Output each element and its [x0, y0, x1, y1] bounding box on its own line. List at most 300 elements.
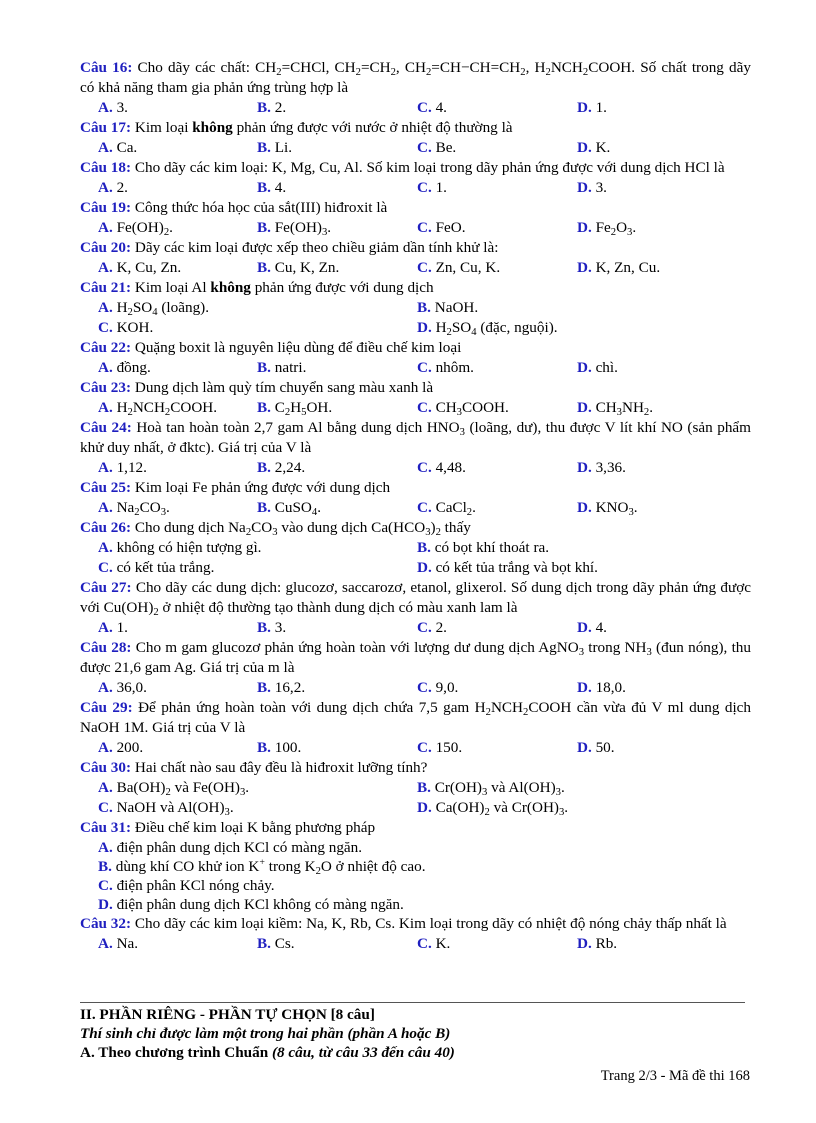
option-letter: C.: [417, 499, 432, 516]
option-letter: D.: [577, 459, 592, 476]
answer-option[interactable]: [417, 318, 558, 338]
option-text: nhôm.: [431, 359, 474, 376]
option-text: điện phân KCl nóng chảy.: [112, 877, 275, 894]
option-letter: D.: [577, 935, 592, 952]
question-stem: [80, 58, 751, 98]
question-block: [80, 338, 751, 378]
answer-option[interactable]: [257, 178, 286, 198]
option-text: 200.: [112, 739, 144, 756]
question-block: [80, 758, 751, 818]
question-text: Quặng boxit là nguyên liệu dùng để điều chế kim loại: [131, 339, 462, 356]
option-letter: C.: [417, 179, 432, 196]
option-text: Cu, K, Zn.: [270, 259, 340, 276]
answer-option[interactable]: [417, 618, 447, 638]
question-text: Cho dãy các kim loại: K, Mg, Cu, Al. Số kim loại trong dãy phản ứng được với dung dịch HCl là: [131, 159, 725, 176]
answer-option[interactable]: [98, 358, 151, 378]
option-text: có kết tủa trắng và bọt khí.: [431, 559, 598, 576]
option-text: đồng.: [112, 359, 151, 376]
answer-option[interactable]: [577, 618, 607, 638]
question-number: Câu 19:: [80, 199, 132, 216]
option-letter: C.: [417, 359, 432, 376]
question-stem: [80, 198, 751, 218]
question-stem: [80, 418, 751, 458]
answer-option[interactable]: [577, 358, 618, 378]
answer-option[interactable]: [98, 678, 147, 698]
answer-option[interactable]: [98, 738, 143, 758]
question-text: Cho dung dịch $Na_2CO_3$ vào dung dịch $Ca(HCO_3)_2$ thấy: [131, 519, 471, 538]
option-letter: A.: [98, 499, 113, 516]
question-number: Câu 21:: [80, 279, 132, 296]
option-text: $Fe(OH)_3$.: [270, 219, 332, 238]
answer-option[interactable]: [98, 558, 214, 578]
options-row: [80, 738, 751, 758]
question-text: Cho dãy các chất: $CH_2=CHCl$, $CH_2=CH_2$, $CH_2=CH-CH=CH_2$, $H_2NCH_2COOH$. Số chất trong dãy có khả năng tham gia phản ứng trùng hợp là: [80, 59, 751, 96]
option-letter: B.: [257, 219, 271, 236]
option-letter: D.: [417, 319, 432, 336]
option-text: $H_2SO_4$ (loãng).: [112, 299, 210, 318]
answer-option[interactable]: [417, 258, 500, 278]
answer-option[interactable]: [98, 138, 137, 158]
option-letter: A.: [98, 259, 113, 276]
option-text: Cs.: [270, 935, 295, 952]
answer-option[interactable]: [577, 398, 653, 418]
option-letter: C.: [417, 399, 432, 416]
option-text: $Fe_2O_3$.: [591, 219, 637, 238]
answer-option[interactable]: [98, 298, 209, 318]
answer-option[interactable]: [577, 258, 660, 278]
question-block: [80, 478, 751, 518]
question-stem: [80, 238, 751, 258]
options-row: [80, 857, 751, 876]
question-stem: [80, 118, 751, 138]
question-block: [80, 518, 751, 578]
question-text: Dãy các kim loại được xếp theo chiều giảm dần tính khử là:: [131, 239, 499, 256]
answer-option[interactable]: [257, 358, 306, 378]
question-block: [80, 578, 751, 638]
question-number: Câu 30:: [80, 759, 132, 776]
question-block: [80, 118, 751, 158]
question-number: Câu 22:: [80, 339, 132, 356]
option-text: 100.: [270, 739, 302, 756]
option-text: $CH_3COOH$.: [431, 399, 509, 418]
answer-option[interactable]: [577, 738, 615, 758]
answer-option[interactable]: [98, 218, 173, 238]
answer-option[interactable]: [257, 498, 321, 518]
answer-option[interactable]: [577, 218, 636, 238]
option-text: 4,48.: [431, 459, 466, 476]
option-letter: B.: [257, 935, 271, 952]
option-text: K.: [431, 935, 451, 952]
question-stem: [80, 758, 751, 778]
section-divider: [80, 1002, 745, 1003]
option-text: điện phân dung dịch KCl có màng ngăn.: [112, 839, 363, 856]
option-letter: C.: [417, 459, 432, 476]
option-letter: B.: [257, 619, 271, 636]
part-a-note: (8 câu, từ câu 33 đến câu 40): [268, 1044, 455, 1061]
option-text: CuSO$_4$.: [270, 499, 321, 518]
option-letter: B.: [417, 539, 431, 556]
question-block: [80, 818, 751, 914]
option-letter: A.: [98, 219, 113, 236]
question-stem: [80, 378, 751, 398]
question-stem: [80, 338, 751, 358]
question-block: [80, 198, 751, 238]
option-letter: D.: [577, 619, 592, 636]
answer-option[interactable]: [98, 934, 138, 954]
options-row: [80, 138, 751, 158]
options-row: [80, 298, 751, 318]
answer-option[interactable]: [98, 778, 249, 798]
question-text: Cho dãy các dung dịch: glucozơ, saccarozơ, etanol, glixerol. Số dung dịch trong dãy phản ứng được với $Cu(OH)_2$ ở nhiệt độ thường tạo thành dung dịch có màu xanh lam là: [80, 579, 751, 618]
question-block: [80, 158, 751, 198]
option-letter: D.: [577, 179, 592, 196]
option-letter: B.: [257, 399, 271, 416]
option-text: $CH_3NH_2$.: [591, 399, 654, 418]
page-footer: Trang 2/3 - Mã đề thi 168: [600, 1068, 750, 1084]
options-row: [80, 895, 751, 914]
answer-option[interactable]: [577, 934, 617, 954]
question-number: Câu 17:: [80, 119, 132, 136]
options-row: [80, 358, 751, 378]
option-text: 3.: [270, 619, 287, 636]
options-row: [80, 778, 751, 798]
question-text: Để phản ứng hoàn toàn với dung dịch chứa 7,5 gam $H_2NCH_2COOH$ cần vừa đủ V ml dung dịch NaOH 1M. Giá trị của V là: [80, 699, 751, 736]
option-text: 9,0.: [431, 679, 459, 696]
option-letter: A.: [98, 359, 113, 376]
question-text: Công thức hóa học của sắt(III) hiđroxit là: [131, 199, 388, 216]
answer-option[interactable]: [417, 934, 450, 954]
answer-option[interactable]: [98, 398, 217, 418]
option-text: Na.: [112, 935, 139, 952]
option-text: 1.: [112, 619, 128, 636]
option-letter: D.: [577, 679, 592, 696]
option-text: 3.: [112, 99, 128, 116]
options-row: [80, 838, 751, 857]
question-text: Cho m gam glucozơ phản ứng hoàn toàn với lượng dư dung dịch AgNO$_3$ trong $NH_3$ (đun nóng), thu được 21,6 gam Ag. Giá trị của m là: [80, 639, 751, 676]
question-stem: [80, 518, 751, 538]
option-text: Be.: [431, 139, 457, 156]
answer-option[interactable]: [417, 678, 458, 698]
question-number: Câu 20:: [80, 239, 132, 256]
options-row: [80, 876, 751, 895]
option-text: 3.: [591, 179, 607, 196]
question-text: Cho dãy các kim loại kiềm: Na, K, Rb, Cs. Kim loại trong dãy có nhiệt độ nóng chảy thấp nhất là: [131, 915, 727, 932]
answer-option[interactable]: [98, 798, 234, 818]
option-text: CaCl$_2$.: [431, 499, 476, 518]
option-letter: D.: [417, 559, 432, 576]
option-text: KOH.: [112, 319, 154, 336]
answer-option[interactable]: [417, 398, 509, 418]
option-text: 50.: [591, 739, 615, 756]
option-letter: B.: [257, 359, 271, 376]
answer-option[interactable]: [257, 398, 332, 418]
question-block: [80, 238, 751, 278]
option-text: $H_2SO_4$ (đặc, nguội).: [431, 319, 558, 338]
answer-option[interactable]: [417, 558, 598, 578]
option-text: 2,24.: [270, 459, 306, 476]
question-text: Kim loại Al không phản ứng được với dung dịch: [131, 279, 434, 296]
option-letter: B.: [98, 858, 112, 875]
answer-option[interactable]: [257, 738, 301, 758]
options-row: [80, 178, 751, 198]
option-text: Ca.: [112, 139, 138, 156]
question-text: Kim loại không phản ứng được với nước ở nhiệt độ thường là: [131, 119, 513, 136]
question-text: Hai chất nào sau đây đều là hiđroxit lưỡng tính?: [131, 759, 428, 776]
option-letter: C.: [417, 619, 432, 636]
answer-option[interactable]: [417, 498, 476, 518]
option-letter: D.: [577, 139, 592, 156]
option-letter: D.: [577, 259, 592, 276]
options-row: [80, 318, 751, 338]
option-text: $C_2H_5OH$.: [270, 399, 333, 418]
option-letter: D.: [577, 359, 592, 376]
options-row: [80, 798, 751, 818]
option-letter: A.: [98, 839, 113, 856]
option-letter: A.: [98, 399, 113, 416]
option-letter: B.: [257, 739, 271, 756]
option-letter: D.: [577, 739, 592, 756]
question-block: [80, 278, 751, 338]
option-text: $H_2NCH_2COOH$.: [112, 399, 218, 418]
answer-option[interactable]: [257, 218, 331, 238]
option-letter: A.: [98, 539, 113, 556]
option-letter: A.: [98, 619, 113, 636]
option-text: chì.: [591, 359, 618, 376]
answer-option[interactable]: [257, 138, 292, 158]
section-instruction: Thí sinh chỉ được làm một trong hai phần (phần A hoặc B): [80, 1025, 451, 1042]
optional-section: [80, 990, 751, 1062]
option-letter: A.: [98, 179, 113, 196]
answer-option[interactable]: [98, 98, 128, 118]
answer-option[interactable]: [98, 318, 153, 338]
question-stem: [80, 914, 751, 934]
answer-option[interactable]: [577, 678, 626, 698]
options-row: [80, 98, 751, 118]
option-text: 2.: [431, 619, 447, 636]
answer-option[interactable]: [417, 798, 568, 818]
answer-option[interactable]: [417, 778, 565, 798]
option-letter: B.: [257, 179, 271, 196]
answer-option[interactable]: [417, 298, 478, 318]
answer-option[interactable]: [98, 178, 128, 198]
answer-option[interactable]: [417, 538, 549, 558]
answer-option[interactable]: [98, 538, 261, 558]
option-letter: B.: [257, 499, 271, 516]
option-letter: D.: [577, 399, 592, 416]
options-row: [80, 218, 751, 238]
answer-option[interactable]: [577, 458, 626, 478]
option-letter: A.: [98, 139, 113, 156]
option-letter: C.: [417, 219, 432, 236]
option-letter: C.: [417, 935, 432, 952]
answer-option[interactable]: [257, 678, 305, 698]
option-letter: A.: [98, 459, 113, 476]
options-row: [80, 538, 751, 558]
question-stem: [80, 638, 751, 678]
answer-option[interactable]: [98, 839, 362, 856]
question-block: [80, 58, 751, 118]
question-number: Câu 24:: [80, 419, 132, 436]
answer-option[interactable]: [257, 98, 286, 118]
question-stem: [80, 278, 751, 298]
option-text: $Na_2CO_3$.: [112, 499, 170, 518]
option-text: $KNO_3$.: [591, 499, 638, 518]
option-letter: C.: [417, 139, 432, 156]
options-row: [80, 558, 751, 578]
answer-option[interactable]: [257, 934, 295, 954]
answer-option[interactable]: [257, 458, 305, 478]
options-row: [80, 398, 751, 418]
question-text: Hoà tan hoàn toàn 2,7 gam Al bằng dung dịch $HNO_3$ (loãng, dư), thu được V lít khí NO (sản phẩm khử duy nhất, ở đktc). Giá trị của V là: [80, 419, 751, 456]
question-block: [80, 418, 751, 478]
option-text: 4.: [431, 99, 447, 116]
question-stem: [80, 478, 751, 498]
options-row: [80, 498, 751, 518]
answer-option[interactable]: [257, 258, 339, 278]
answer-option[interactable]: [417, 178, 447, 198]
answer-option[interactable]: [98, 618, 128, 638]
option-text: natri.: [270, 359, 307, 376]
option-text: không có hiện tượng gì.: [112, 539, 262, 556]
option-text: 3,36.: [591, 459, 626, 476]
option-text: có kết tủa trắng.: [112, 559, 215, 576]
option-text: 4.: [591, 619, 607, 636]
option-text: có bọt khí thoát ra.: [430, 539, 550, 556]
answer-option[interactable]: [417, 98, 447, 118]
option-text: 150.: [431, 739, 463, 756]
option-letter: D.: [577, 99, 592, 116]
option-letter: C.: [417, 99, 432, 116]
question-number: Câu 16:: [80, 59, 133, 76]
option-text: Rb.: [591, 935, 618, 952]
answer-option[interactable]: [577, 178, 607, 198]
question-number: Câu 27:: [80, 579, 132, 596]
option-text: Zn, Cu, K.: [431, 259, 501, 276]
answer-option[interactable]: [98, 498, 170, 518]
question-block: [80, 638, 751, 698]
option-text: 18,0.: [591, 679, 626, 696]
options-row: [80, 258, 751, 278]
option-letter: B.: [417, 299, 431, 316]
option-letter: A.: [98, 779, 113, 796]
question-stem: [80, 158, 751, 178]
question-text: Điều chế kim loại K bằng phương pháp: [131, 819, 376, 836]
option-text: NaOH.: [430, 299, 479, 316]
question-number: Câu 25:: [80, 479, 132, 496]
question-number: Câu 26:: [80, 519, 132, 536]
option-text: 2.: [270, 99, 287, 116]
option-text: dùng khí CO khử ion K+ trong $K_2O$ ở nhiệt độ cao.: [111, 856, 426, 877]
question-list: [80, 58, 751, 954]
option-text: K, Zn, Cu.: [591, 259, 661, 276]
part-a-heading: [80, 1043, 751, 1062]
answer-option[interactable]: [417, 738, 462, 758]
question-number: Câu 18:: [80, 159, 132, 176]
options-row: [80, 678, 751, 698]
option-text: 1,12.: [112, 459, 147, 476]
question-number: Câu 29:: [80, 699, 133, 716]
options-row: [80, 618, 751, 638]
option-letter: B.: [257, 99, 271, 116]
option-letter: A.: [98, 99, 113, 116]
option-text: $Fe(OH)_2$.: [112, 219, 173, 238]
option-letter: D.: [577, 499, 592, 516]
option-text: FeO.: [431, 219, 466, 236]
answer-option[interactable]: [417, 218, 466, 238]
question-text: Dung dịch làm quỳ tím chuyển sang màu xanh là: [131, 379, 434, 396]
option-letter: B.: [257, 679, 271, 696]
option-text: 36,0.: [112, 679, 147, 696]
option-letter: B.: [257, 259, 271, 276]
option-text: 16,2.: [270, 679, 306, 696]
answer-option[interactable]: [577, 138, 610, 158]
option-letter: C.: [98, 799, 113, 816]
question-block: [80, 698, 751, 758]
option-letter: D.: [98, 896, 113, 913]
question-number: Câu 31:: [80, 819, 132, 836]
option-letter: C.: [98, 877, 113, 894]
option-text: $Ba(OH)_2$ và $Fe(OH)_3$.: [112, 779, 250, 798]
option-letter: A.: [98, 739, 113, 756]
answer-option[interactable]: [577, 498, 638, 518]
answer-option[interactable]: [98, 858, 426, 875]
option-letter: D.: [417, 799, 432, 816]
option-text: 1.: [591, 99, 607, 116]
option-letter: B.: [257, 139, 271, 156]
answer-option[interactable]: [577, 98, 607, 118]
options-row: [80, 934, 751, 954]
option-letter: A.: [98, 935, 113, 952]
option-text: 4.: [270, 179, 287, 196]
question-number: Câu 28:: [80, 639, 132, 656]
answer-option[interactable]: [98, 877, 275, 894]
option-letter: B.: [257, 459, 271, 476]
option-text: điện phân dung dịch KCl không có màng ngăn.: [112, 896, 404, 913]
option-text: K.: [591, 139, 611, 156]
answer-option[interactable]: [98, 458, 147, 478]
section-title: II. PHẦN RIÊNG - PHẦN TỰ CHỌN [8 câu]: [80, 1006, 375, 1023]
option-letter: C.: [417, 259, 432, 276]
part-a-title: A. Theo chương trình Chuẩn: [80, 1044, 269, 1061]
answer-option[interactable]: [417, 138, 456, 158]
question-stem: [80, 578, 751, 618]
option-text: 1.: [431, 179, 447, 196]
option-letter: C.: [417, 679, 432, 696]
answer-option[interactable]: [257, 618, 286, 638]
option-letter: B.: [417, 779, 431, 796]
option-letter: D.: [577, 219, 592, 236]
question-block: [80, 914, 751, 954]
question-stem: [80, 818, 751, 838]
option-text: Li.: [270, 139, 293, 156]
option-letter: A.: [98, 299, 113, 316]
option-text: $Ca(OH)_2$ và $Cr(OH)_3$.: [431, 799, 569, 818]
answer-option[interactable]: [417, 458, 466, 478]
question-number: Câu 32:: [80, 915, 132, 932]
question-block: [80, 378, 751, 418]
option-text: NaOH và $Al(OH)_3$.: [112, 799, 234, 818]
question-number: Câu 23:: [80, 379, 132, 396]
option-text: K, Cu, Zn.: [112, 259, 182, 276]
option-letter: C.: [98, 559, 113, 576]
question-text: Kim loại Fe phản ứng được với dung dịch: [131, 479, 391, 496]
option-letter: C.: [98, 319, 113, 336]
answer-option[interactable]: [98, 258, 181, 278]
answer-option[interactable]: [98, 896, 404, 913]
answer-option[interactable]: [417, 358, 474, 378]
option-text: $Cr(OH)_3$ và $Al(OH)_3$.: [430, 779, 565, 798]
question-stem: [80, 698, 751, 738]
